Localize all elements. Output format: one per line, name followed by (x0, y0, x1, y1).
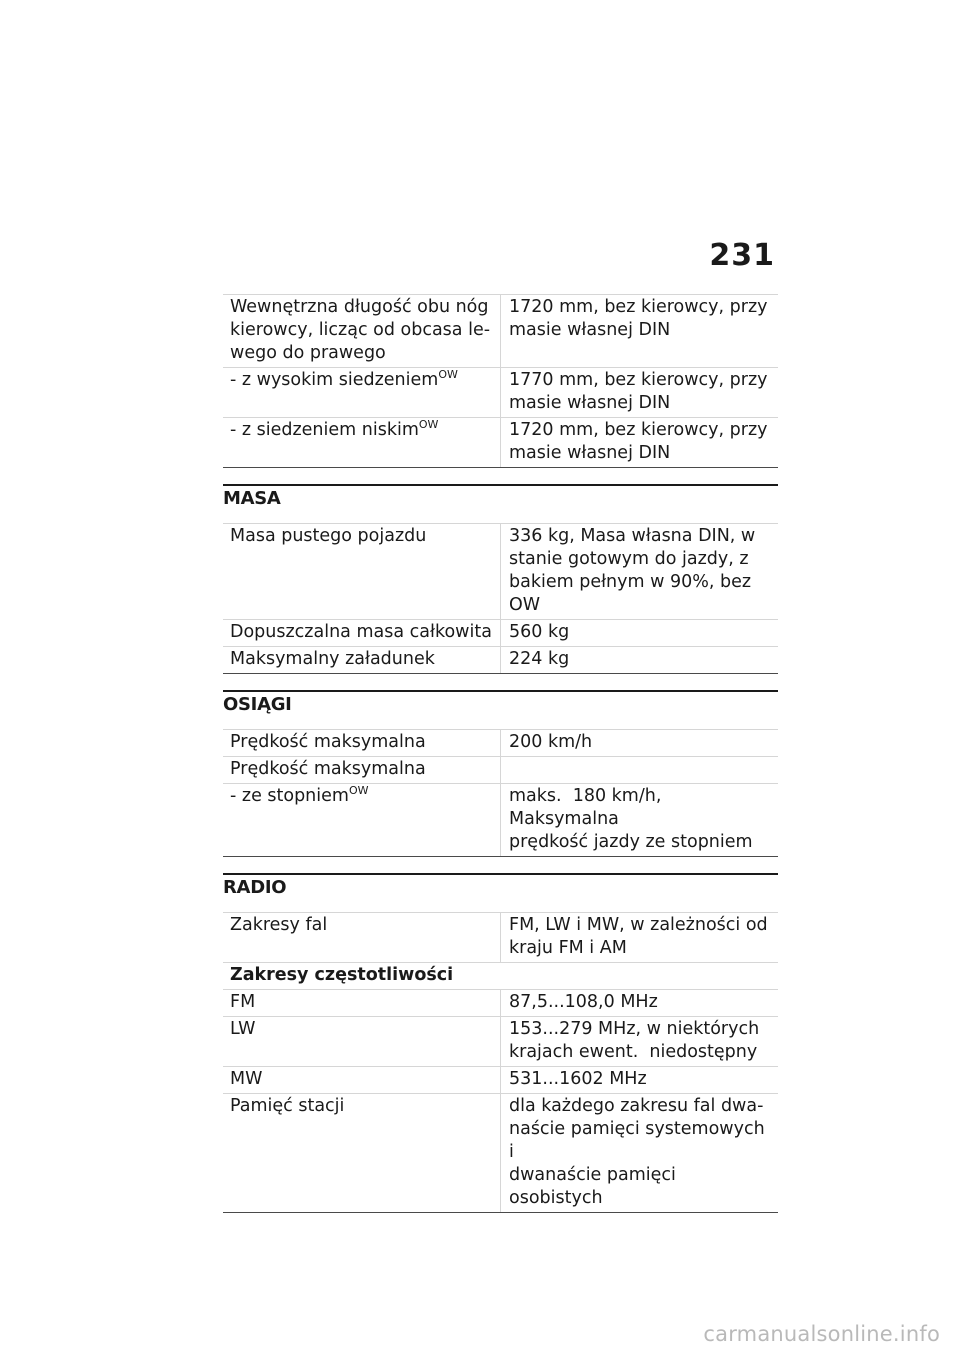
spec-key: Prędkość maksymalna (223, 757, 501, 784)
section-title-masa: MASA (223, 484, 778, 523)
section-title-osiagi: OSIĄGI (223, 690, 778, 729)
spec-value: 153...279 MHz, w niektórych krajach ewent. niedostępny (501, 1017, 779, 1067)
spec-value: dla każdego zakresu fal dwa- naście pamięci systemowych i dwanaście pamięci osobistych (501, 1094, 779, 1213)
table-row (223, 913, 778, 963)
spec-value: 531...1602 MHz (501, 1067, 779, 1094)
spec-key: Dopuszczalna masa całkowita (223, 620, 501, 647)
table-row (223, 1067, 778, 1094)
spec-value: 336 kg, Masa własna DIN, w stanie gotowym do jazdy, z bakiem pełnym w 90%, bez OW (501, 524, 779, 620)
spec-value: FM, LW i MW, w zależności od kraju FM i AM (501, 913, 779, 963)
spec-value: 1720 mm, bez kierowcy, przy masie własnej DIN (501, 295, 779, 368)
spec-key: Maksymalny załadunek (223, 647, 501, 674)
table-row (223, 524, 778, 620)
spec-value: 87,5...108,0 MHz (501, 990, 779, 1017)
table-row (223, 757, 778, 784)
table-row (223, 1094, 778, 1213)
table-row (223, 368, 778, 418)
spec-key: Zakresy fal (223, 913, 501, 963)
spec-key: Pamięć stacji (223, 1094, 501, 1213)
spec-key: Prędkość maksymalna (223, 730, 501, 757)
subheading-frequency-ranges: Zakresy częstotliwości (223, 963, 778, 990)
spec-key: LW (223, 1017, 501, 1067)
spec-value: 560 kg (501, 620, 779, 647)
spec-key: FM (223, 990, 501, 1017)
table-row (223, 1017, 778, 1067)
spec-key: Masa pustego pojazdu (223, 524, 501, 620)
spec-key: MW (223, 1067, 501, 1094)
spec-content (223, 294, 778, 1213)
table-row (223, 295, 778, 368)
table-row (223, 647, 778, 674)
table-row (223, 418, 778, 468)
table-row (223, 784, 778, 857)
spec-value: 1770 mm, bez kierowcy, przy masie własnej DIN (501, 368, 779, 418)
spec-key: - ze stopniem$^{OW}$ (223, 784, 501, 857)
page-number: 231 (709, 238, 775, 273)
spec-key: Wewnętrzna długość obu nóg kierowcy, licząc od obcasa le- wego do prawego (223, 295, 501, 368)
masa-table (223, 523, 778, 674)
spec-value: 1720 mm, bez kierowcy, przy masie własnej DIN (501, 418, 779, 468)
table-row (223, 990, 778, 1017)
spec-value: 224 kg (501, 647, 779, 674)
spec-value (501, 757, 779, 784)
table-row (223, 963, 778, 990)
section-title-radio: RADIO (223, 873, 778, 912)
table-row (223, 620, 778, 647)
table-row (223, 730, 778, 757)
spec-key: - z wysokim siedzeniem$^{OW}$ (223, 368, 501, 418)
spec-key: - z siedzeniem niskim$^{OW}$ (223, 418, 501, 468)
spec-value: maks. 180 km/h, Maksymalna prędkość jazdy ze stopniem (501, 784, 779, 857)
watermark: carmanualsonline.info (703, 1322, 940, 1346)
spec-value: 200 km/h (501, 730, 779, 757)
radio-table (223, 912, 778, 1213)
dimensions-table (223, 294, 778, 468)
osiagi-table (223, 729, 778, 857)
